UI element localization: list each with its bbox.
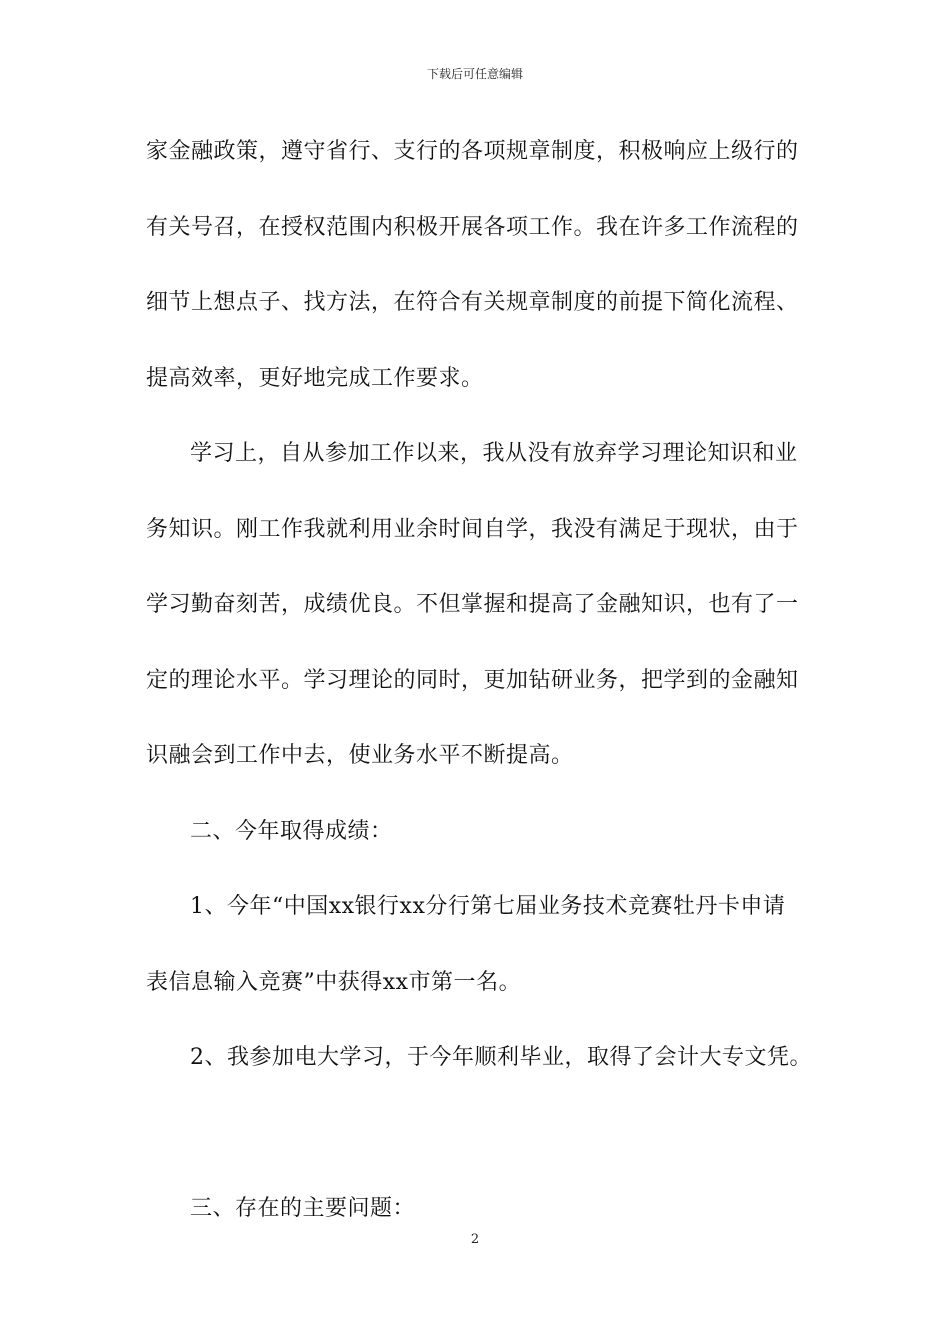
list-item: 2、我参加电大学习，于今年顺利毕业，取得了会计大专文凭。 [190,1045,812,1070]
page-number: 2 [470,1232,480,1247]
paragraph-line: 提高效率，更好地完成工作要求。 [146,365,484,391]
document-body [146,131,812,1263]
paragraph-line: 家金融政策，遵守省行、支行的各项规章制度，积极响应上级行的 [146,139,799,164]
paragraph-line: 学习上，自从参加工作以来，我从没有放弃学习理论知识和业 [190,441,798,466]
paragraph-line: 学习勤奋刻苦，成绩优良。不但掌握和提高了金融知识，也有了一 [146,592,799,617]
paragraph-line: 有关号召，在授权范围内积极开展各项工作。我在许多工作流程的 [146,214,799,240]
paragraph-line: 定的理论水平。学习理论的同时，更加钻研业务，把学到的金融知 [146,667,799,693]
section-heading: 三、存在的主要问题： [190,1195,416,1221]
paragraph-line: 细节上想点子、找方法，在符合有关规章制度的前提下简化流程、 [146,290,799,315]
section-heading: 二、今年取得成绩： [190,818,393,844]
list-item: 1、今年“中国xx银行xx分行第七届业务技术竞赛牡丹卡申请 [190,894,786,919]
list-item-continuation: 表信息输入竞赛”中获得xx市第一名。 [146,969,522,995]
paragraph-line: 识融会到工作中去，使业务水平不断提高。 [146,743,574,768]
paragraph-line: 务知识。刚工作我就利用业余时间自学，我没有满足于现状，由于 [146,516,799,542]
blank-line [146,1113,806,1188]
page-header: 下载后可任意编辑 [426,67,523,81]
